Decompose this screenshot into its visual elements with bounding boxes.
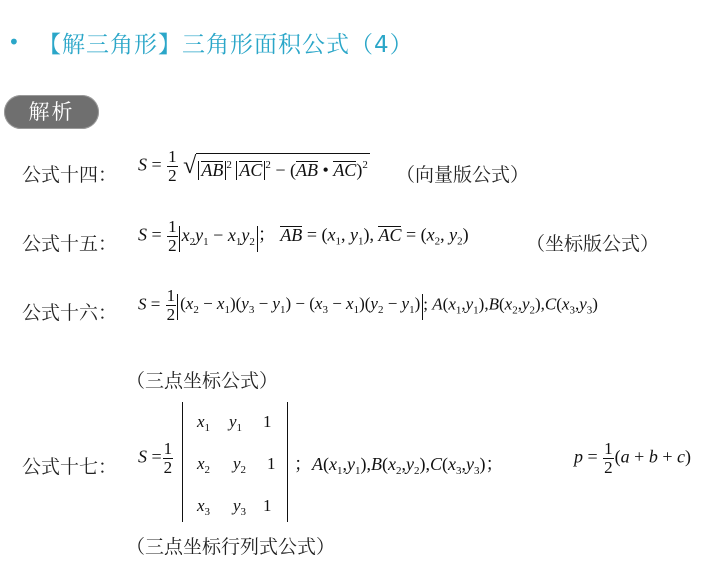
formula-16-expression: S = $\frac{1}{2}$ $(x_2 - x_1)(y_3 - y_1) - (x_3 - x_1)(y_2 - y_1)$ ; $A(x_1,y_1),B(x_2,y_2),C(x_3,y_3)$ [138, 286, 598, 324]
formula-16-note: （三点坐标公式） [126, 370, 279, 392]
page-title: 【解三角形】三角形面积公式（4） [38, 31, 414, 58]
formula-15-label: 公式十五： [22, 233, 118, 255]
formula-17-rhs: ；$A(x_1,y_1),B(x_2,y_2),C(x_3,y_3)$； [294, 454, 504, 477]
formula-14-expression: S = $\frac{1}{2}$ √ AB $^2$ AC $^2$ − (AB • AC)$^2$ [138, 147, 368, 185]
formula-15-expression: S = $\frac{1}{2}$ $x_2y_1 - x_1y_2$ ； AB = ($x_1$, $y_1$), AC = ($x_2$, $y_2$) [138, 217, 469, 255]
bullet-icon: • [8, 30, 20, 54]
formula-16-label: 公式十六： [22, 302, 118, 324]
formula-17-note: （三点坐标行列式公式） [126, 536, 336, 558]
formula-17-lhs: S = $\frac{1}{2}$ [138, 439, 173, 477]
semi-perimeter-formula: p = $\frac{1}{2}$ (a + b + c) [574, 439, 691, 477]
formula-17-label: 公式十七： [22, 456, 118, 478]
title-row [8, 22, 414, 62]
formula-14-note: （向量版公式） [396, 164, 530, 186]
formula-15-note: （坐标版公式） [526, 233, 660, 255]
formula-14-label: 公式十四： [22, 164, 118, 186]
analysis-badge: 解析 [4, 95, 99, 129]
determinant-matrix: $x_1$ $y_1$ 1 $x_2$ $y_2$ 1 $x_3$ $y_3$ 1 [182, 402, 288, 522]
